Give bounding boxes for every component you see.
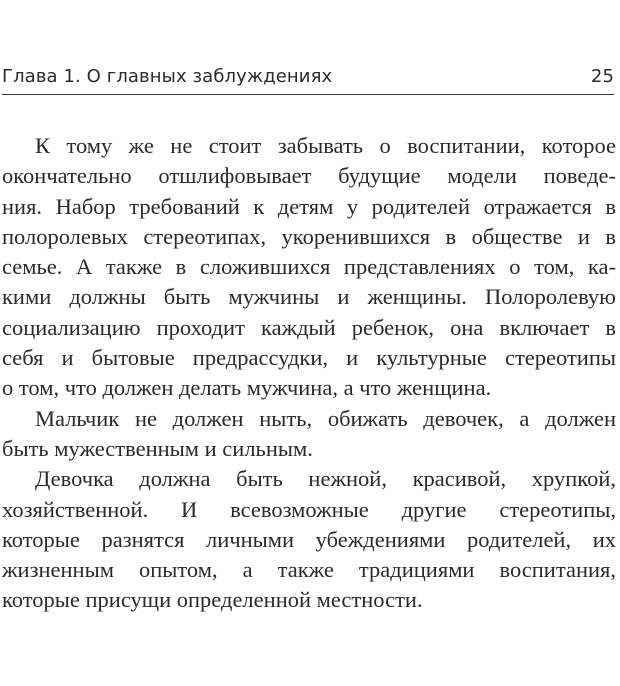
- running-header: [2, 64, 614, 95]
- text-line: Девочка должна быть нежной, красивой, хрупкой,: [35, 466, 616, 492]
- text-line: К тому же не стоит забывать о воспитании, которое: [35, 133, 616, 158]
- text-line: о том, что должен делать мужчина, а что женщина.: [2, 375, 492, 401]
- paragraph-2: [2, 404, 616, 465]
- text-line: которые разнятся личными убеждениями родителей, их: [2, 526, 616, 552]
- text-line: семье. А также в сложившихся представлениях о том, ка-: [2, 254, 616, 280]
- page-number: 25: [590, 66, 614, 87]
- text-line: хозяйственной. И всевозможные другие стереотипы,: [2, 496, 616, 522]
- text-line: социализацию проходит каждый ребенок, она включает в: [2, 314, 616, 340]
- text-line: окончательно отшлифовывает будущие модели поведе-: [2, 163, 616, 189]
- text-line: которые присущи определенной местности.: [2, 587, 423, 613]
- text-line: полоролевых стереотипах, укоренившихся в обществе и в: [2, 223, 616, 249]
- text-line: Мальчик не должен ныть, обижать девочек, а должен: [35, 405, 616, 431]
- paragraph-3: [2, 464, 616, 615]
- text-line: жизненным опытом, а также традициями воспитания,: [2, 557, 616, 583]
- text-line: себя и бытовые предрассудки, и культурные стереотипы: [2, 345, 616, 371]
- chapter-title: Глава 1. О главных заблуждениях: [2, 66, 333, 87]
- text-line: ния. Набор требований к детям у родителей отражается в: [2, 193, 616, 219]
- text-line: кими должны быть мужчины и женщины. Полоролевую: [2, 284, 616, 310]
- body-text: [2, 131, 616, 616]
- paragraph-1: [2, 131, 616, 404]
- text-line: быть мужественным и сильным.: [2, 435, 313, 461]
